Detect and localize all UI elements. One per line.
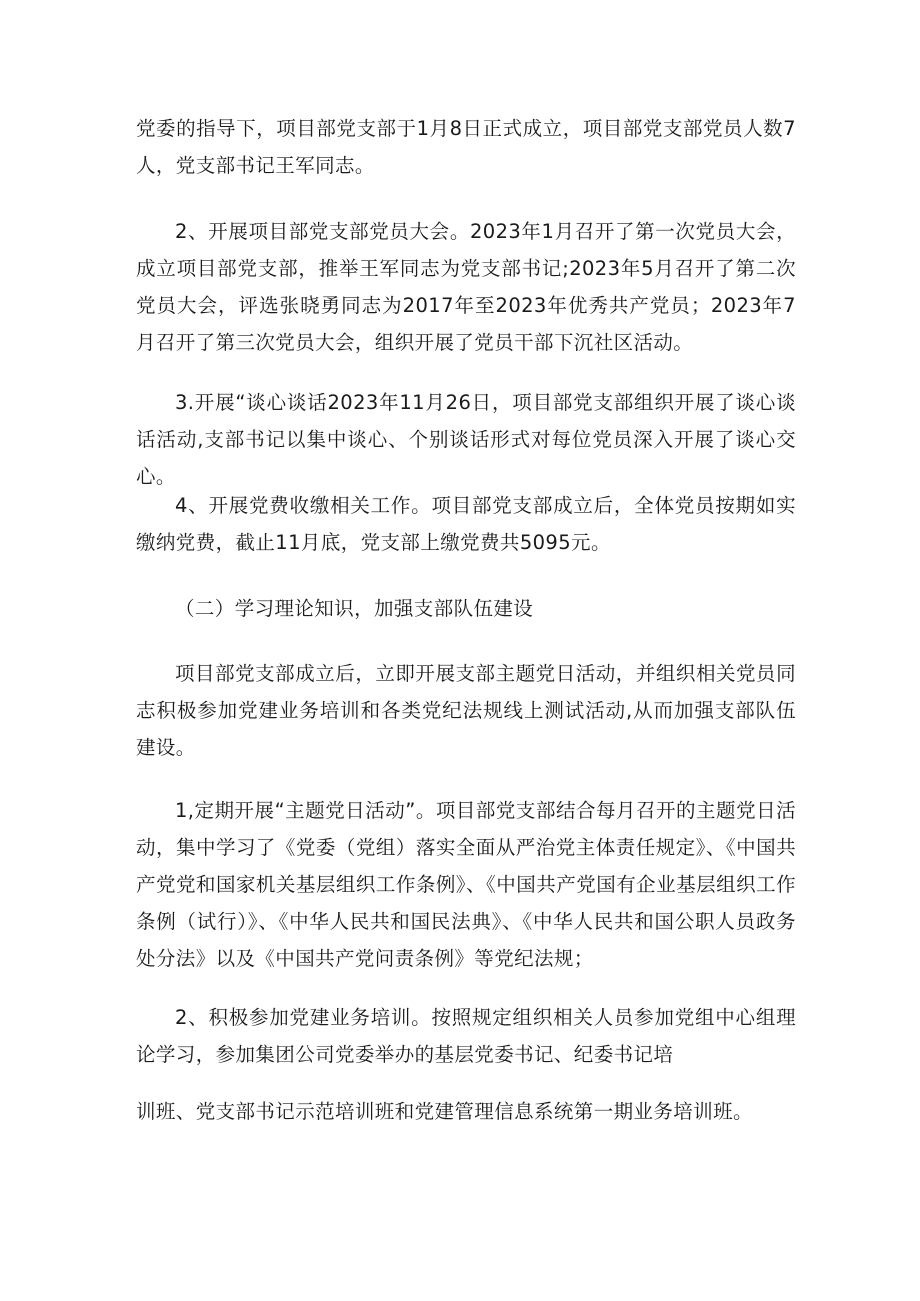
paragraph-theme-day-overview: 项目部党支部成立后，立即开展支部主题党日活动，并组织相关党员同志积极参加党建业务培训和各类党纪法规线上测试活动,从而加强支部队伍建设。 <box>136 662 796 759</box>
paragraph-member-meetings: 2、开展项目部党支部党员大会。2023年1月召开了第一次党员大会，成立项目部党支部，推举王军同志为党支部书记;2023年5月召开了第二次党员大会，评选张晓勇同志为2017年至2023年优秀共产党员；2023年7月召开了第三次党员大会，组织开展了党员干部下沉社区活动。 <box>136 220 796 354</box>
section-heading-theory-study: （二）学习理论知识，加强支部队伍建设 <box>175 597 534 620</box>
paragraph-heart-to-heart-talks: 3.开展“谈心谈话2023年11月26日，项目部党支部组织开展了谈心谈话活动,支部书记以集中谈心、个别谈话形式对每位党员深入开展了谈心交心。 <box>136 391 796 488</box>
paragraph-training-continuation: 训班、党支部书记示范培训班和党建管理信息系统第一期业务培训班。 <box>136 1100 753 1123</box>
paragraph-branch-established: 党委的指导下，项目部党支部于1月8日正式成立，项目部党支部党员人数7人，党支部书记王军同志。 <box>136 117 796 177</box>
paragraph-training-participation: 2、积极参加党建业务培训。按照规定组织相关人员参加党组中心组理论学习，参加集团公司党委举办的基层党委书记、纪委书记培 <box>136 1006 796 1066</box>
paragraph-party-dues: 4、开展党费收缴相关工作。项目部党支部成立后，全体党员按期如实缴纳党费，截止11月底，党支部上缴党费共5095元。 <box>136 494 796 554</box>
paragraph-theme-day-activities: 1,定期开展“主题党日活动”。项目部党支部结合每月召开的主题党日活动，集中学习了《党委（党组）落实全面从严治党主体责任规定》、《中国共产党党和国家机关基层组织工作条例》、《中国共产党国有企业基层组织工作条例（试行）》、《中华人民共和国民法典》、《中华人民共和国公职人员政务处分法》以及《中国共产党问责条例》等党纪法规； <box>136 799 796 970</box>
